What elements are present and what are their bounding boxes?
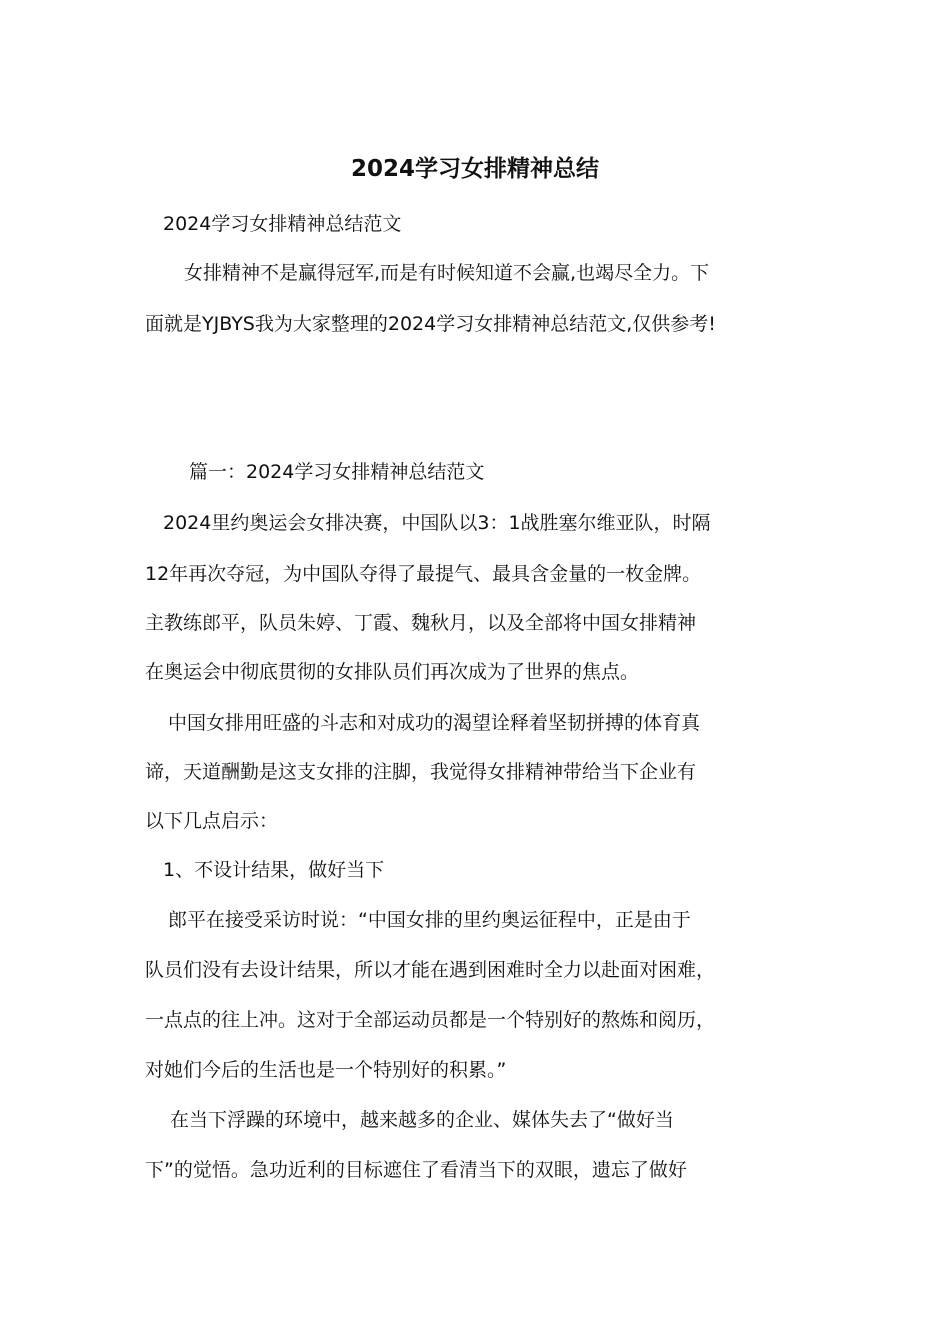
body-line: 以下几点启示： xyxy=(145,810,279,832)
body-line: 下”的觉悟。急功近利的目标遮住了看清当下的双眼，遗忘了做好 xyxy=(145,1159,687,1181)
body-line: 对她们今后的生活也是一个特别好的积累。” xyxy=(145,1059,507,1081)
body-line: 在当下浮躁的环境中，越来越多的企业、媒体失去了“做好当 xyxy=(170,1109,674,1131)
body-line: 中国女排用旺盛的斗志和对成功的渴望诠释着坚韧拼搏的体育真 xyxy=(168,712,701,734)
document-title: 2024学习女排精神总结 xyxy=(350,156,599,182)
body-line: 郎平在接受采访时说：“中国女排的里约奥运征程中，正是由于 xyxy=(168,909,691,931)
section-heading: 篇一：2024学习女排精神总结范文 xyxy=(189,461,485,483)
body-line: 主教练郎平，队员朱婷、丁霞、魏秋月，以及全部将中国女排精神 xyxy=(145,612,697,634)
body-line: 队员们没有去设计结果，所以才能在遇到困难时全力以赴面对困难， xyxy=(145,959,716,981)
document-subtitle: 2024学习女排精神总结范文 xyxy=(163,213,402,235)
body-line: 谛，天道酬勤是这支女排的注脚，我觉得女排精神带给当下企业有 xyxy=(145,761,697,783)
body-line: 在奥运会中彻底贯彻的女排队员们再次成为了世界的焦点。 xyxy=(145,661,640,683)
intro-line: 女排精神不是赢得冠军,而是有时候知道不会赢,也竭尽全力。下 xyxy=(184,262,710,284)
body-line: 2024里约奥运会女排决赛，中国队以3：1战胜塞尔维亚队，时隔 xyxy=(163,512,711,534)
body-line: 12年再次夺冠，为中国队夺得了最提气、最具含金量的一枚金牌。 xyxy=(145,563,702,585)
list-heading: 1、不设计结果，做好当下 xyxy=(163,859,385,881)
intro-line: 面就是YJBYS我为大家整理的2024学习女排精神总结范文,仅供参考! xyxy=(145,313,716,335)
body-line: 一点点的往上冲。这对于全部运动员都是一个特别好的熬炼和阅历， xyxy=(145,1009,716,1031)
